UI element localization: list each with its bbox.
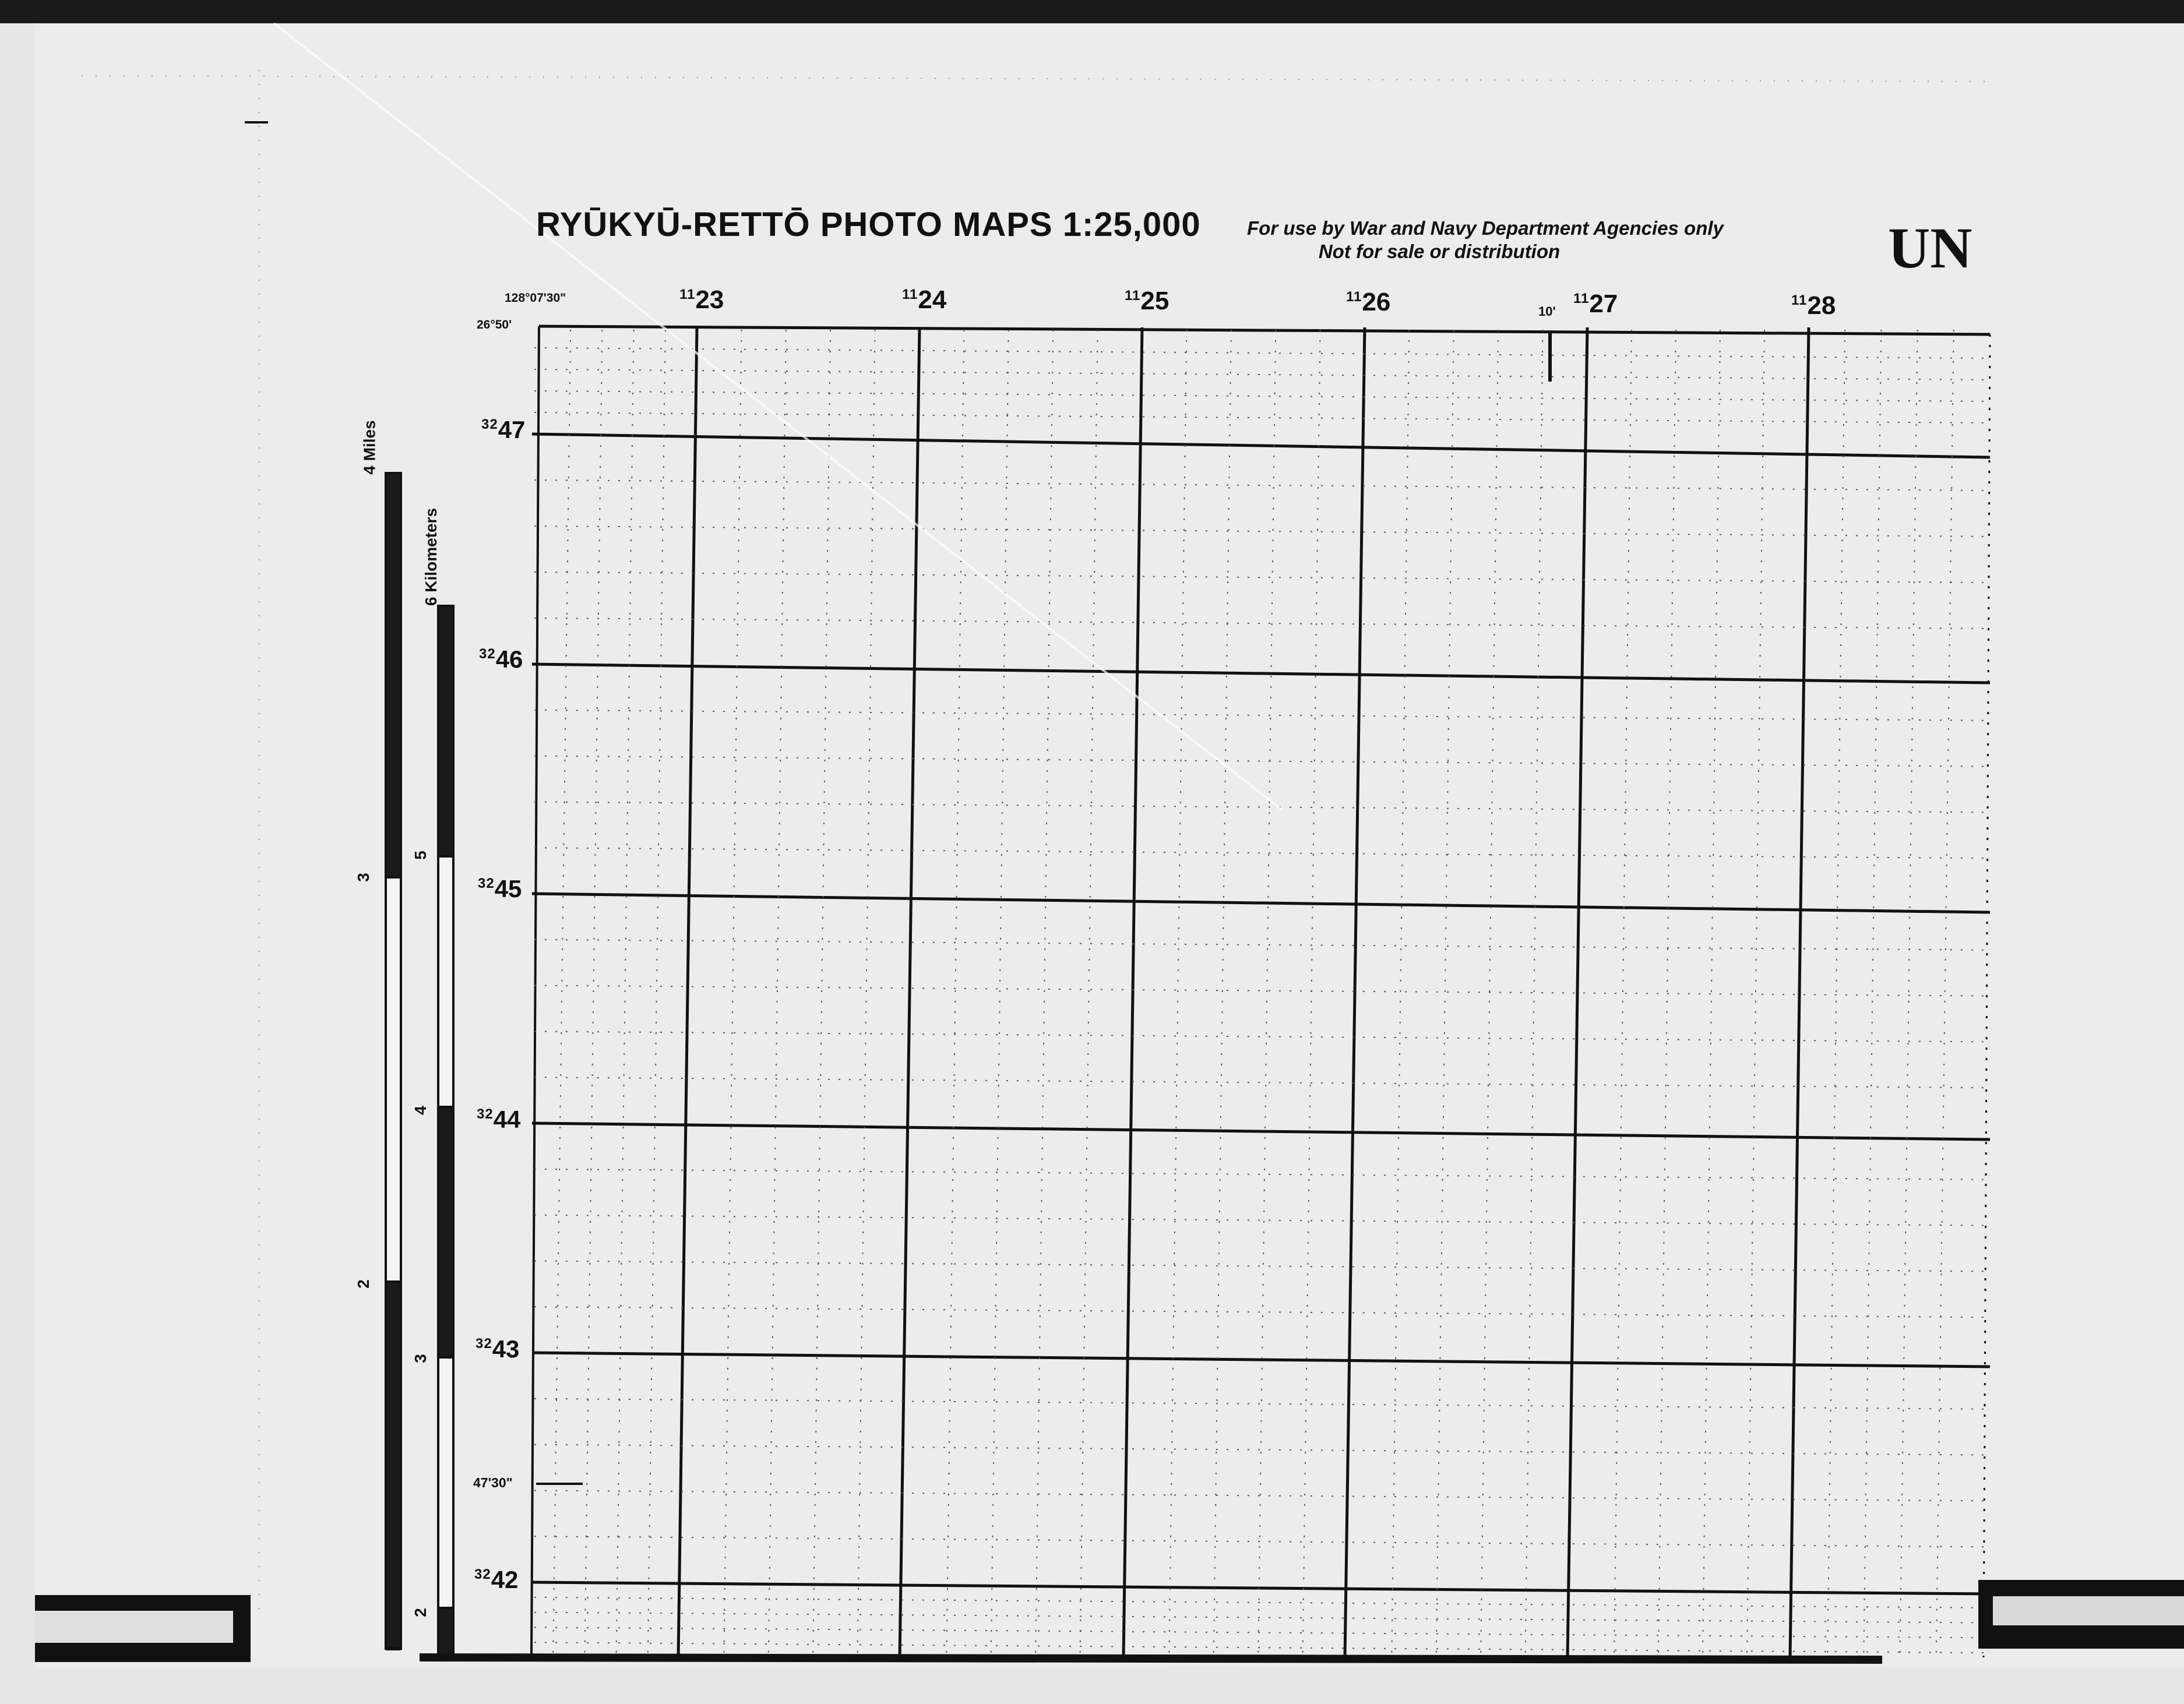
sheet-label: UN xyxy=(1888,216,1972,280)
minor-grid-line xyxy=(1658,330,1676,1654)
minor-grid-line xyxy=(534,369,1990,380)
minor-grid-line xyxy=(617,330,634,1654)
minor-grid-line xyxy=(1864,330,1881,1654)
minor-grid-line xyxy=(534,526,1990,537)
minor-grid-line xyxy=(1703,330,1720,1654)
scale-miles-tick: 3 xyxy=(354,873,372,882)
minor-grid-line xyxy=(534,940,1990,950)
grid-line-northing xyxy=(532,1582,1990,1594)
film-edge-bottom-left-highlight xyxy=(35,1611,233,1643)
scale-bar-miles-segment xyxy=(387,474,400,877)
northing-label: $^{32}$43 xyxy=(475,1335,520,1363)
grid-line-northing xyxy=(532,894,1990,912)
scale-km-tick: 5 xyxy=(411,851,429,860)
corner-latitude: 26°50' xyxy=(477,318,512,331)
grid-line-easting xyxy=(900,327,920,1657)
film-bottom-margin xyxy=(0,1667,2184,1704)
neatline-top xyxy=(539,326,1990,334)
scale-bar-km-segment xyxy=(439,1107,452,1357)
minute-mark-top: 10' xyxy=(1538,304,1556,319)
minor-grid-line xyxy=(534,1399,1990,1409)
scale-km-tick: 4 xyxy=(411,1106,429,1115)
minor-grid-line xyxy=(534,1077,1990,1088)
minor-grid-line xyxy=(1169,330,1186,1654)
scale-bar-km-segment xyxy=(439,607,452,856)
neatline-right xyxy=(1984,334,1990,1657)
minor-grid-line xyxy=(534,1536,1990,1547)
minor-grid-line xyxy=(991,330,1009,1654)
restriction-line-1: For use by War and Navy Department Agencies only xyxy=(1247,217,1724,239)
minor-grid-line xyxy=(534,848,1990,858)
minor-grid-line xyxy=(1827,330,1845,1654)
restriction-notice xyxy=(1247,217,1724,263)
scale-miles-tick: 2 xyxy=(354,1279,372,1289)
northing-label: $^{32}$44 xyxy=(477,1106,521,1133)
scale-bar-km-segment xyxy=(439,1608,452,1653)
northing-label: $^{32}$45 xyxy=(478,875,522,902)
guide-line xyxy=(82,76,1986,82)
northing-label: $^{32}$46 xyxy=(479,645,523,673)
minor-grid-line xyxy=(1900,330,1918,1654)
easting-label: $^{11}$25 xyxy=(1125,287,1170,315)
minor-grid-line xyxy=(534,1613,1990,1623)
minor-grid-line xyxy=(534,986,1990,996)
easting-label: $^{11}$27 xyxy=(1573,290,1618,318)
minute-mark-left: 47'30" xyxy=(473,1475,513,1490)
minor-grid-line xyxy=(1614,330,1632,1654)
scale-km-tick: 3 xyxy=(411,1354,429,1363)
grid-line-easting xyxy=(1567,327,1587,1657)
minor-grid-line xyxy=(534,572,1990,583)
minor-grid-line xyxy=(1303,330,1320,1654)
grid-line-northing xyxy=(532,664,1990,683)
grid-line-northing xyxy=(532,1353,1990,1367)
minor-grid-line xyxy=(1035,330,1053,1654)
map-title: RYŪKYŪ-RETTŌ PHOTO MAPS 1:25,000 xyxy=(536,206,1201,244)
minor-grid-line xyxy=(648,330,665,1654)
easting-label: $^{11}$26 xyxy=(1346,288,1391,316)
grid-line-easting xyxy=(678,327,697,1657)
minor-grid-line xyxy=(813,330,830,1654)
minor-grid-line xyxy=(534,1490,1990,1501)
grid-line-easting xyxy=(1345,327,1365,1657)
minor-grid-line xyxy=(534,480,1990,491)
minor-grid-line xyxy=(534,756,1990,767)
northing-label: $^{32}$47 xyxy=(481,416,526,443)
minor-grid-line xyxy=(946,330,964,1654)
minor-grid-line xyxy=(534,710,1990,721)
minor-grid-line xyxy=(1214,330,1231,1654)
minor-grid-line xyxy=(1436,330,1454,1654)
minor-grid-line xyxy=(1526,330,1543,1654)
easting-label: $^{11}$23 xyxy=(679,285,724,314)
grid-line-easting xyxy=(1790,327,1809,1657)
minor-grid-line xyxy=(534,802,1990,812)
scale-bar-miles-segment xyxy=(387,1282,400,1647)
minor-grid-line xyxy=(534,348,1990,358)
minor-grid-line xyxy=(534,1215,1990,1226)
scale-miles-label: 4 Miles xyxy=(360,420,379,475)
minor-grid-line xyxy=(1080,330,1098,1654)
minor-grid-line xyxy=(534,1261,1990,1271)
grid-line-easting xyxy=(1123,327,1142,1657)
minor-grid-line xyxy=(724,330,741,1654)
minor-grid-line xyxy=(1258,330,1276,1654)
neatline-bottom xyxy=(420,1657,1882,1660)
film-scratch xyxy=(274,23,1282,810)
film-edge-bottom-right-highlight xyxy=(1993,1596,2184,1625)
minor-grid-line xyxy=(534,1169,1990,1180)
scale-km-label: 6 Kilometers xyxy=(422,507,441,606)
minor-grid-line xyxy=(584,330,602,1654)
minor-grid-line xyxy=(534,412,1990,423)
minor-grid-line xyxy=(534,618,1990,629)
minor-grid-line xyxy=(534,1031,1990,1042)
minor-grid-line xyxy=(1747,330,1764,1654)
easting-label: $^{11}$28 xyxy=(1791,291,1836,320)
corner-longitude: 128°07'30" xyxy=(505,291,566,305)
northing-label: $^{32}$42 xyxy=(474,1566,519,1593)
restriction-line-2: Not for sale or distribution xyxy=(1318,241,1560,262)
scale-km-tick: 2 xyxy=(411,1608,429,1617)
easting-label: $^{11}$24 xyxy=(902,285,947,314)
minor-grid-line xyxy=(553,330,570,1654)
minor-grid-line xyxy=(534,1597,1990,1608)
grid-line-northing xyxy=(532,434,1990,457)
minor-grid-line xyxy=(534,1642,1990,1653)
grid-line-northing xyxy=(532,1123,1990,1139)
minor-grid-line xyxy=(534,1445,1990,1455)
minor-grid-line xyxy=(534,1627,1990,1638)
